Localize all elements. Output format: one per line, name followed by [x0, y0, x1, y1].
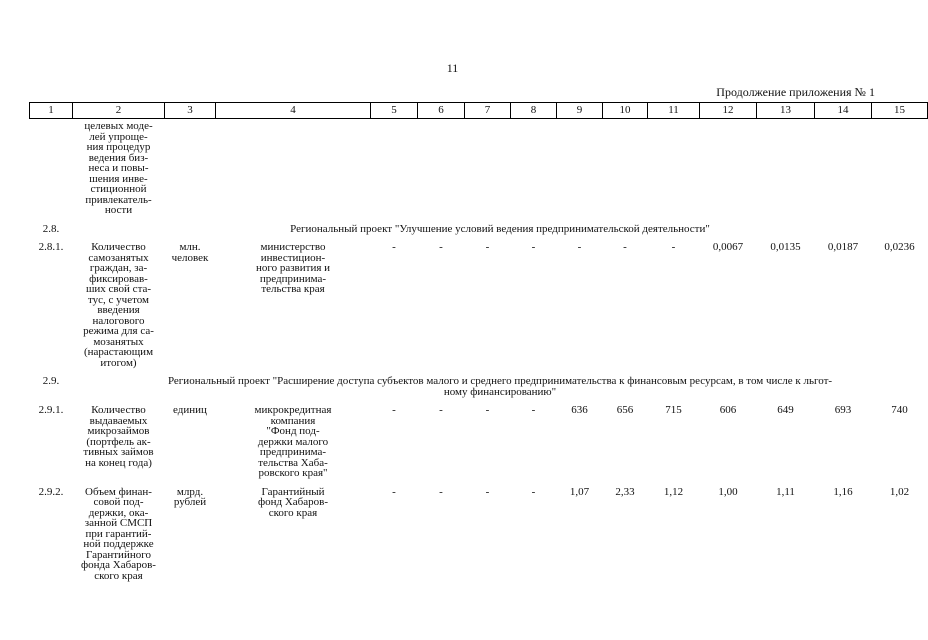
row-number: 2.8.1.: [38, 241, 64, 253]
value-cell: 0,0067: [712, 241, 744, 253]
responsible-executor: микрокредитная компания "Фонд под- держки малого предпринима- тельства Хаба- ровского края": [254, 404, 332, 479]
value-cell: -: [531, 404, 536, 416]
value-cell: 0,0187: [827, 241, 859, 253]
appendix-note: Продолжение приложения № 1: [716, 85, 875, 99]
empty-cell: [418, 119, 465, 216]
column-header: 12: [700, 103, 757, 119]
value-cell: -: [577, 241, 582, 253]
row-number: 2.9.2.: [38, 485, 64, 498]
empty-cell: [648, 119, 700, 216]
row-number-cell: [30, 119, 73, 216]
value-cell: 649: [777, 404, 794, 416]
column-header: 4: [216, 103, 371, 119]
value-cell: 606: [719, 404, 737, 416]
value-cell: -: [392, 485, 396, 498]
value-cell: 740: [891, 404, 908, 416]
column-header: 10: [603, 103, 648, 119]
responsible-executor: министерство инвестицион- ного развития и предпринима- тельства края: [255, 241, 331, 295]
value-cell: 636: [571, 404, 588, 416]
value-cell: 1,11: [776, 485, 795, 498]
table-row: [30, 487, 928, 582]
value-cell: -: [439, 485, 443, 498]
section-title: Региональный проект "Расширение доступа субъектов малого и среднего предпринимательства к финансовым ресурсам, в том числе к льгот- ному финансированию": [167, 375, 833, 398]
empty-cell: [465, 119, 511, 216]
table-row: [30, 242, 928, 368]
value-cell: -: [531, 241, 536, 253]
column-header: 9: [557, 103, 603, 119]
column-header: 7: [465, 103, 511, 119]
value-cell: 693: [834, 404, 852, 416]
page-number: 11: [446, 61, 459, 75]
value-cell: 715: [665, 404, 682, 416]
empty-cell: [557, 119, 603, 216]
section-title: Региональный проект "Улучшение условий ведения предпринимательской деятельности": [290, 222, 710, 235]
empty-cell: [700, 119, 757, 216]
value-cell: -: [485, 404, 490, 416]
section-row: [30, 224, 928, 235]
value-cell: 1,16: [833, 485, 853, 498]
value-cell: 1,07: [569, 485, 590, 498]
value-cell: -: [392, 241, 396, 253]
row-number: 2.9.1.: [38, 404, 64, 416]
indicator-name: Количество выдаваемых микрозаймов (портфель ак- тивных займов на конец года): [83, 404, 154, 469]
unit-of-measure: млн. человек: [171, 241, 209, 264]
indicator-name: Объем финан- совой под- держки, ока- занной СМСП при гарантий- ной поддержке Гарантийного фонда Хабаров- ского края: [81, 485, 156, 582]
value-cell: 1,12: [663, 485, 684, 498]
empty-cell: [511, 119, 557, 216]
empty-cell: [757, 119, 815, 216]
empty-cell: [216, 119, 371, 216]
column-header: 2: [73, 103, 165, 119]
empty-cell: [603, 119, 648, 216]
continuation-row: [30, 119, 928, 216]
unit-of-measure: единиц: [173, 404, 207, 416]
column-header: 13: [757, 103, 815, 119]
value-cell: -: [671, 241, 676, 253]
section-row: [30, 376, 928, 397]
value-cell: 656: [616, 404, 634, 416]
column-header: 1: [30, 103, 73, 119]
column-header: 14: [815, 103, 872, 119]
value-cell: 1,02: [889, 485, 910, 498]
value-cell: -: [392, 404, 396, 416]
empty-cell: [165, 119, 216, 216]
value-cell: -: [623, 241, 627, 253]
section-number: 2.9.: [42, 375, 60, 387]
empty-cell: [371, 119, 418, 216]
table-body: [30, 119, 928, 582]
section-number: 2.8.: [42, 222, 60, 235]
column-header: 8: [511, 103, 557, 119]
column-header: 6: [418, 103, 465, 119]
empty-cell: [872, 119, 928, 216]
column-header: 11: [648, 103, 700, 119]
value-cell: 0,0135: [770, 241, 801, 253]
unit-of-measure: млрд. рублей: [173, 485, 207, 508]
value-cell: 1,00: [718, 485, 738, 498]
column-header: 5: [371, 103, 418, 119]
value-cell: -: [485, 485, 490, 498]
indicator-name: целевых моде- лей упроще- ния процедур ведения биз- неса и повы- шения инве- стиционной привлекатель- ности: [84, 120, 153, 216]
column-header: 3: [165, 103, 216, 119]
value-cell: -: [439, 241, 443, 253]
value-cell: -: [485, 241, 490, 253]
indicator-table: [29, 102, 928, 581]
value-cell: 2,33: [615, 485, 635, 498]
column-header: 15: [872, 103, 928, 119]
empty-cell: [815, 119, 872, 216]
value-cell: 0,0236: [884, 241, 915, 253]
responsible-executor: Гарантийный фонд Хабаров- ского края: [257, 485, 329, 519]
value-cell: -: [439, 404, 443, 416]
header-row: [30, 103, 928, 119]
indicator-name: Количество самозанятых граждан, за- фиксировав- ших свой ста- тус, с учетом введения налогового режима для са- мозанятых (нарастающим итогом): [83, 241, 154, 369]
value-cell: -: [531, 485, 536, 498]
table-row: [30, 405, 928, 479]
